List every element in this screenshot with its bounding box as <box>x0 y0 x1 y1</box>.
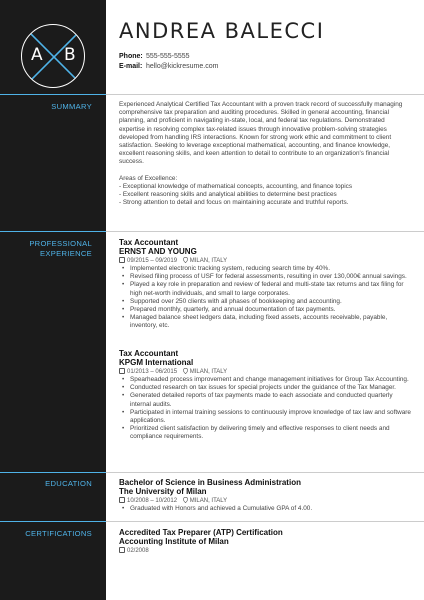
resume-header <box>119 19 414 72</box>
certification-meta <box>119 547 412 555</box>
summary-divider-right <box>106 94 424 95</box>
job-bullet: • Generated detailed reports of tax payments made to each associate and conducted quarterly internal audits. <box>119 392 412 408</box>
job-company: ERNST AND YOUNG <box>119 247 197 256</box>
calendar-icon <box>119 368 125 374</box>
initials-logo <box>21 24 85 88</box>
section-title-line: EXPERIENCE <box>40 249 92 258</box>
calendar-icon <box>119 257 125 263</box>
section-title-experience <box>0 239 106 259</box>
certifications-divider <box>0 521 106 522</box>
areas-title: Areas of Excellence: <box>119 174 178 182</box>
experience-divider <box>0 231 106 232</box>
calendar-icon <box>119 547 125 553</box>
certification-entry <box>119 528 412 555</box>
job-bullet: • Managed balance sheet ledgers data, including fixed assets, accounts receivable, payable, inventory, etc. <box>119 314 412 330</box>
section-title-education: EDUCATION <box>45 479 92 488</box>
area-item: - Exceptional knowledge of mathematical concepts, accounting, and finance topics <box>119 182 353 190</box>
job-bullet: • Participated in internal training sessions to continuously improve knowledge of tax law and software applications. <box>119 409 412 425</box>
education-entry <box>119 478 412 513</box>
job-location: MILAN, ITALY <box>189 258 228 264</box>
phone-value[interactable]: 555-555-5555 <box>145 53 190 60</box>
job-company: KPGM International <box>119 358 194 367</box>
job-title: Tax Accountant <box>119 349 179 358</box>
job-location: MILAN, ITALY <box>189 369 228 375</box>
contact-info <box>119 52 414 72</box>
job-bullet: • Revised filing process of USF for federal assessments, resulting in over 130,000€ annual savings. <box>119 273 412 281</box>
summary-divider <box>0 94 106 95</box>
section-title-line: PROFESSIONAL <box>29 239 92 248</box>
summary-text: Experienced Analytical Certified Tax Accountant with a proven track record of successfully managing comprehensive tax preparation and auditing procedures. Skilled in general accounting, financial planning, and proficient in navigating in-state, local, and federal tax regulations. Demonstrated expertise in resolving complex tax-related issues through innovative problem-solving strategies developed from handling IRS interactions. Known for strong work ethic and commitment to client satisfaction. Seeking to leverage exceptional mathematical, accounting, and finance knowledge, excellent reasoning skills, and keen attention to detail to contribute to an organization's financial success. <box>119 101 403 166</box>
education-location: MILAN, ITALY <box>189 498 228 504</box>
location-pin-icon <box>183 257 188 263</box>
education-bullet: • Graduated with Honors and achieved a Cumulative GPA of 4.00. <box>119 505 412 513</box>
sidebar <box>0 0 106 600</box>
calendar-icon <box>119 497 125 503</box>
experience-divider-right <box>106 231 424 232</box>
area-item: - Strong attention to detail and focus on maintaining accurate and truthful reports. <box>119 199 349 207</box>
email-value[interactable]: hello@kickresume.com <box>145 63 219 70</box>
job-bullet: • Prioritized client satisfaction by delivering timely and effective responses to client needs and compliance requirements. <box>119 425 412 441</box>
job-bullet: • Supported over 250 clients with all phases of bookkeeping and accounting. <box>119 298 412 306</box>
education-divider <box>0 472 106 473</box>
email-label: E-mail: <box>119 63 143 70</box>
job-entry <box>119 238 412 331</box>
initial-last: B <box>64 45 76 65</box>
certification-name: Accredited Tax Preparer (ATP) Certification <box>119 528 283 537</box>
certification-issuer: Accounting Institute of Milan <box>119 537 229 546</box>
email-row <box>119 62 414 72</box>
job-bullet: • Prepared monthly, quarterly, and annual documentation of tax payments. <box>119 306 412 314</box>
job-title: Tax Accountant <box>119 238 179 247</box>
candidate-name: ANDREA BALECCI <box>119 19 325 43</box>
job-bullet: • Conducted research on tax issues for special projects under the guidance of the Tax Manager. <box>119 384 412 392</box>
education-divider-right <box>106 472 424 473</box>
section-title-summary: SUMMARY <box>51 102 92 111</box>
section-title-certifications: CERTIFICATIONS <box>25 529 92 538</box>
certification-date: 02/2008 <box>127 548 149 554</box>
job-bullet: • Spearheaded process improvement and change management initiatives for Group Tax Accounting. <box>119 376 412 384</box>
job-bullets <box>119 376 412 442</box>
location-pin-icon <box>183 497 188 503</box>
education-meta <box>119 497 412 505</box>
school: The University of Milan <box>119 487 207 496</box>
job-dates: 09/2015 – 09/2019 <box>127 258 178 264</box>
job-bullet: • Implemented electronic tracking system, reducing search time by 40%. <box>119 265 412 273</box>
job-entry <box>119 349 412 442</box>
degree: Bachelor of Science in Business Administration <box>119 478 301 487</box>
job-bullets <box>119 265 412 331</box>
initial-first: A <box>31 45 43 65</box>
phone-row <box>119 52 414 62</box>
education-dates: 10/2008 – 10/2012 <box>127 498 178 504</box>
summary-body <box>119 101 412 207</box>
job-dates: 01/2013 – 06/2015 <box>127 369 178 375</box>
job-meta <box>119 368 412 376</box>
phone-label: Phone: <box>119 53 143 60</box>
job-meta <box>119 257 412 265</box>
job-bullet: • Played a key role in preparation and review of federal and multi-state tax returns and tax filing for high net-worth individuals, and small to large corporates. <box>119 281 412 297</box>
certifications-divider-right <box>106 521 424 522</box>
area-item: - Excellent reasoning skills and analytical abilities to determine best practices <box>119 191 337 199</box>
location-pin-icon <box>183 368 188 374</box>
education-bullets <box>119 505 412 513</box>
